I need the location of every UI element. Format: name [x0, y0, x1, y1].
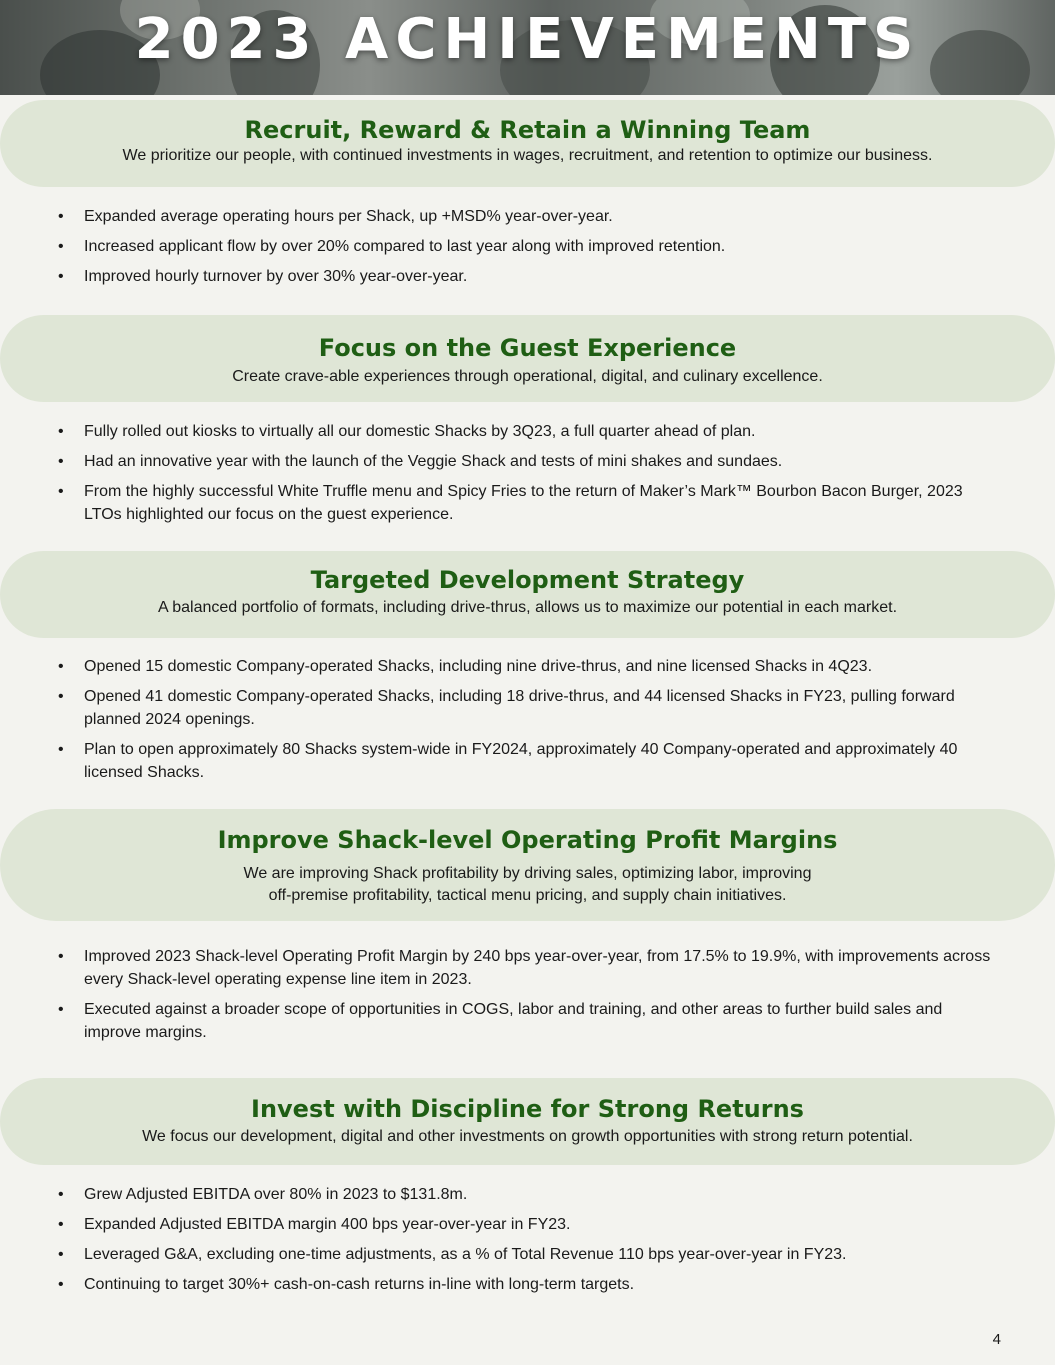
list-item: • Opened 15 domestic Company-operated Shacks, including nine drive-thrus, and nine licensed Shacks in 4Q23. — [58, 655, 1003, 678]
page-number: 4 — [992, 1331, 1001, 1348]
section-title: Invest with Discipline for Strong Returns — [251, 1095, 804, 1123]
list-item: • Grew Adjusted EBITDA over 80% in 2023 to $131.8m. — [58, 1183, 1003, 1206]
bullet-list-recruit — [58, 205, 1003, 295]
list-item: • Leveraged G&A, excluding one-time adjustments, as a % of Total Revenue 110 bps year-over-year in FY23. — [58, 1243, 1003, 1266]
list-item: • Had an innovative year with the launch of the Veggie Shack and tests of mini shakes and sundaes. — [58, 450, 1003, 473]
bullet-list-margins — [58, 945, 1003, 1051]
bullet-list-invest — [58, 1183, 1003, 1303]
section-subtitle: Create crave-able experiences through operational, digital, and culinary excellence. — [232, 368, 823, 385]
section-title: Recruit, Reward & Retain a Winning Team — [244, 116, 811, 144]
list-item: • Expanded average operating hours per Shack, up +MSD% year-over-year. — [58, 205, 1003, 228]
list-item: • Continuing to target 30%+ cash-on-cash returns in-line with long-term targets. — [58, 1273, 1003, 1296]
list-item: • From the highly successful White Truffle menu and Spicy Fries to the return of Maker’s Mark™ Bourbon Bacon Burger, 2023 LTOs highlighted our focus on the guest experience. — [58, 480, 1003, 526]
list-item: • Opened 41 domestic Company-operated Shacks, including 18 drive-thrus, and 44 licensed Shacks in FY23, pulling forward planned 2024 openings. — [58, 685, 1003, 731]
list-item: • Expanded Adjusted EBITDA margin 400 bps year-over-year in FY23. — [58, 1213, 1003, 1236]
section-banner-recruit — [0, 100, 1055, 187]
section-banner-development — [0, 551, 1055, 638]
list-item: • Executed against a broader scope of opportunities in COGS, labor and training, and other areas to further build sales and improve margins. — [58, 998, 1003, 1044]
list-item: • Improved 2023 Shack-level Operating Profit Margin by 240 bps year-over-year, from 17.5% to 19.9%, with improvements across every Shack-level operating expense line item in 2023. — [58, 945, 1003, 991]
list-item: • Fully rolled out kiosks to virtually all our domestic Shacks by 3Q23, a full quarter ahead of plan. — [58, 420, 1003, 443]
section-title: Focus on the Guest Experience — [318, 334, 737, 362]
section-subtitle: A balanced portfolio of formats, including drive-thrus, allows us to maximize our potential in each market. — [157, 599, 898, 616]
section-subtitle: We prioritize our people, with continued investments in wages, recruitment, and retention to optimize our business. — [122, 147, 933, 164]
section-title: Improve Shack-level Operating Profit Margins — [217, 826, 838, 854]
section-banner-margins — [0, 809, 1055, 921]
bullet-list-development — [58, 655, 1003, 791]
hero-banner — [0, 0, 1055, 95]
section-banner-guest-experience — [0, 315, 1055, 402]
section-subtitle: off-premise profitability, tactical menu pricing, and supply chain initiatives. — [268, 887, 787, 904]
list-item: • Improved hourly turnover by over 30% year-over-year. — [58, 265, 1003, 288]
section-subtitle: We are improving Shack profitability by driving sales, optimizing labor, improving — [243, 865, 812, 882]
bullet-list-guest-experience — [58, 420, 1003, 533]
section-subtitle: We focus our development, digital and other investments on growth opportunities with strong return potential. — [142, 1128, 913, 1145]
page-title: 2023 ACHIEVEMENTS — [134, 7, 921, 72]
list-item: • Increased applicant flow by over 20% compared to last year along with improved retention. — [58, 235, 1003, 258]
section-title: Targeted Development Strategy — [310, 566, 745, 594]
section-banner-invest — [0, 1078, 1055, 1165]
list-item: • Plan to open approximately 80 Shacks system-wide in FY2024, approximately 40 Company-operated and approximately 40 licensed Shacks. — [58, 738, 1003, 784]
